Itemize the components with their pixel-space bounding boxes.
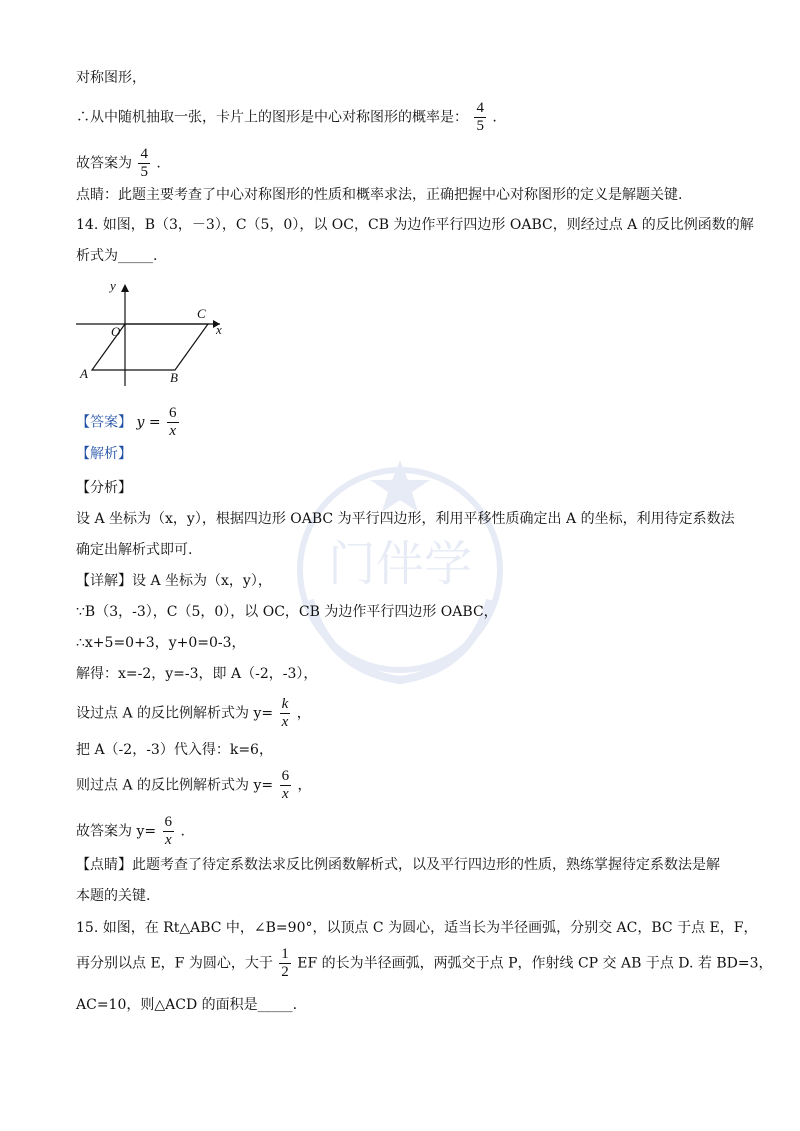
text-span: ∴从中随机抽取一张，卡片上的图形是中心对称图形的概率是： <box>76 109 468 126</box>
question-14: 14. 如图，B（3，－3），C（5，0），以 OC，CB 为边作平行四边形 OABC，则经过点 A 的反比例函数的解 <box>76 217 754 233</box>
text-span: 故答案为 y= <box>76 823 157 840</box>
detail-line <box>76 696 311 731</box>
fraction-denominator: x <box>164 832 172 848</box>
fraction <box>163 814 175 849</box>
analysis-tag: 【解析】 <box>76 446 132 462</box>
detail-line: 解得：x=-2，y=-3，即 A（-2，-3）， <box>76 666 318 682</box>
question-15: 15. 如图，在 Rt△ABC 中，∠B=90°，以顶点 C 为圆心，适当长为半径画弧，分别交 AC，BC 于点 E，F， <box>76 920 758 936</box>
fraction-numerator: 4 <box>476 100 484 116</box>
comment-tag: 【点睛】 <box>76 857 132 873</box>
text-span: 故答案为 <box>76 155 132 172</box>
fraction-numerator: 6 <box>281 768 290 784</box>
x-axis-label: x <box>216 322 222 337</box>
detail-line: ∴x+5=0+3，y+0=0-3， <box>76 635 246 651</box>
fenxi-tag: 【分析】 <box>76 480 132 496</box>
y-axis-label: y <box>110 278 116 293</box>
detail-line <box>76 814 185 849</box>
comment-line-cont: 本题的关键. <box>76 888 151 904</box>
detail-line: 把 A（-2，-3）代入得：k=6， <box>76 742 273 758</box>
text-span: 此题考查了待定系数法求反比例函数解析式，以及平行四边形的性质，熟练掌握待定系数法是解 <box>132 857 720 873</box>
fraction-denominator: 5 <box>476 118 484 134</box>
probability-line <box>76 100 497 135</box>
fraction-denominator: x <box>281 786 289 802</box>
answer-row <box>76 405 181 440</box>
answer-line <box>76 146 161 181</box>
answer-tag: 【答案】 <box>76 414 132 431</box>
text-span: ， <box>297 777 312 794</box>
fraction <box>280 768 292 803</box>
fraction <box>280 696 291 731</box>
text-line: 对称图形， <box>76 70 146 86</box>
text-span: . <box>156 155 161 172</box>
text-span: 则过点 A 的反比例解析式为 y= <box>76 777 274 794</box>
detail-tag: 【详解】 <box>76 573 132 589</box>
text-span: EF 的长为半径画弧，两弧交于点 P，作射线 CP 交 AB 于点 D. 若 BD=3， <box>297 955 773 972</box>
fraction-denominator: 5 <box>140 164 148 180</box>
parallelogram-oabc <box>92 324 208 370</box>
text-span: y = <box>136 414 161 431</box>
fraction-numerator: 4 <box>140 146 148 162</box>
fraction-numerator: 6 <box>164 814 173 830</box>
detail-line <box>76 571 272 591</box>
text-span: 设过点 A 的反比例解析式为 y= <box>76 705 274 722</box>
fraction <box>279 946 291 981</box>
fraction <box>167 405 179 440</box>
question-15-cont <box>76 946 773 981</box>
text-span: . <box>180 823 185 840</box>
fraction-denominator: 2 <box>281 964 289 980</box>
fraction <box>138 146 150 181</box>
text-span: 设 A 坐标为（x，y）， <box>132 573 272 589</box>
point-a-label: A <box>80 366 88 381</box>
question-14-cont: 析式为_____. <box>76 248 158 264</box>
fraction-numerator: 1 <box>281 946 289 962</box>
fraction-denominator: x <box>169 423 177 439</box>
analysis-text-cont: 确定出解析式即可. <box>76 542 193 558</box>
origin-label: O <box>111 324 121 339</box>
point-c-label: C <box>197 306 206 321</box>
text-span: 再分别以点 E，F 为圆心，大于 <box>76 955 273 972</box>
parallelogram-figure <box>70 278 240 388</box>
comment-line <box>76 855 720 875</box>
fraction-numerator: k <box>281 696 289 712</box>
question-15-end: AC=10，则△ACD 的面积是_____. <box>76 997 298 1013</box>
detail-line <box>76 768 312 803</box>
fraction-numerator: 6 <box>169 405 177 421</box>
watermark-text: 门伴学 <box>327 536 473 592</box>
point-b-label: B <box>170 370 178 385</box>
analysis-text: 设 A 坐标为（x，y），根据四边形 OABC 为平行四边形，利用平移性质确定出 A 的坐标，利用待定系数法 <box>76 511 735 527</box>
watermark-logo <box>270 440 530 700</box>
detail-line: ∵B（3，-3），C（5，0），以 OC，CB 为边作平行四边形 OABC， <box>76 604 498 620</box>
fraction-denominator: x <box>281 714 289 730</box>
text-span: ， <box>296 705 311 722</box>
text-span: . <box>492 109 497 126</box>
fraction <box>474 100 486 135</box>
comment-line: 点睛：此题主要考查了中心对称图形的性质和概率求法，正确把握中心对称图形的定义是解题关键. <box>76 187 683 203</box>
y-axis-arrow <box>121 284 129 292</box>
